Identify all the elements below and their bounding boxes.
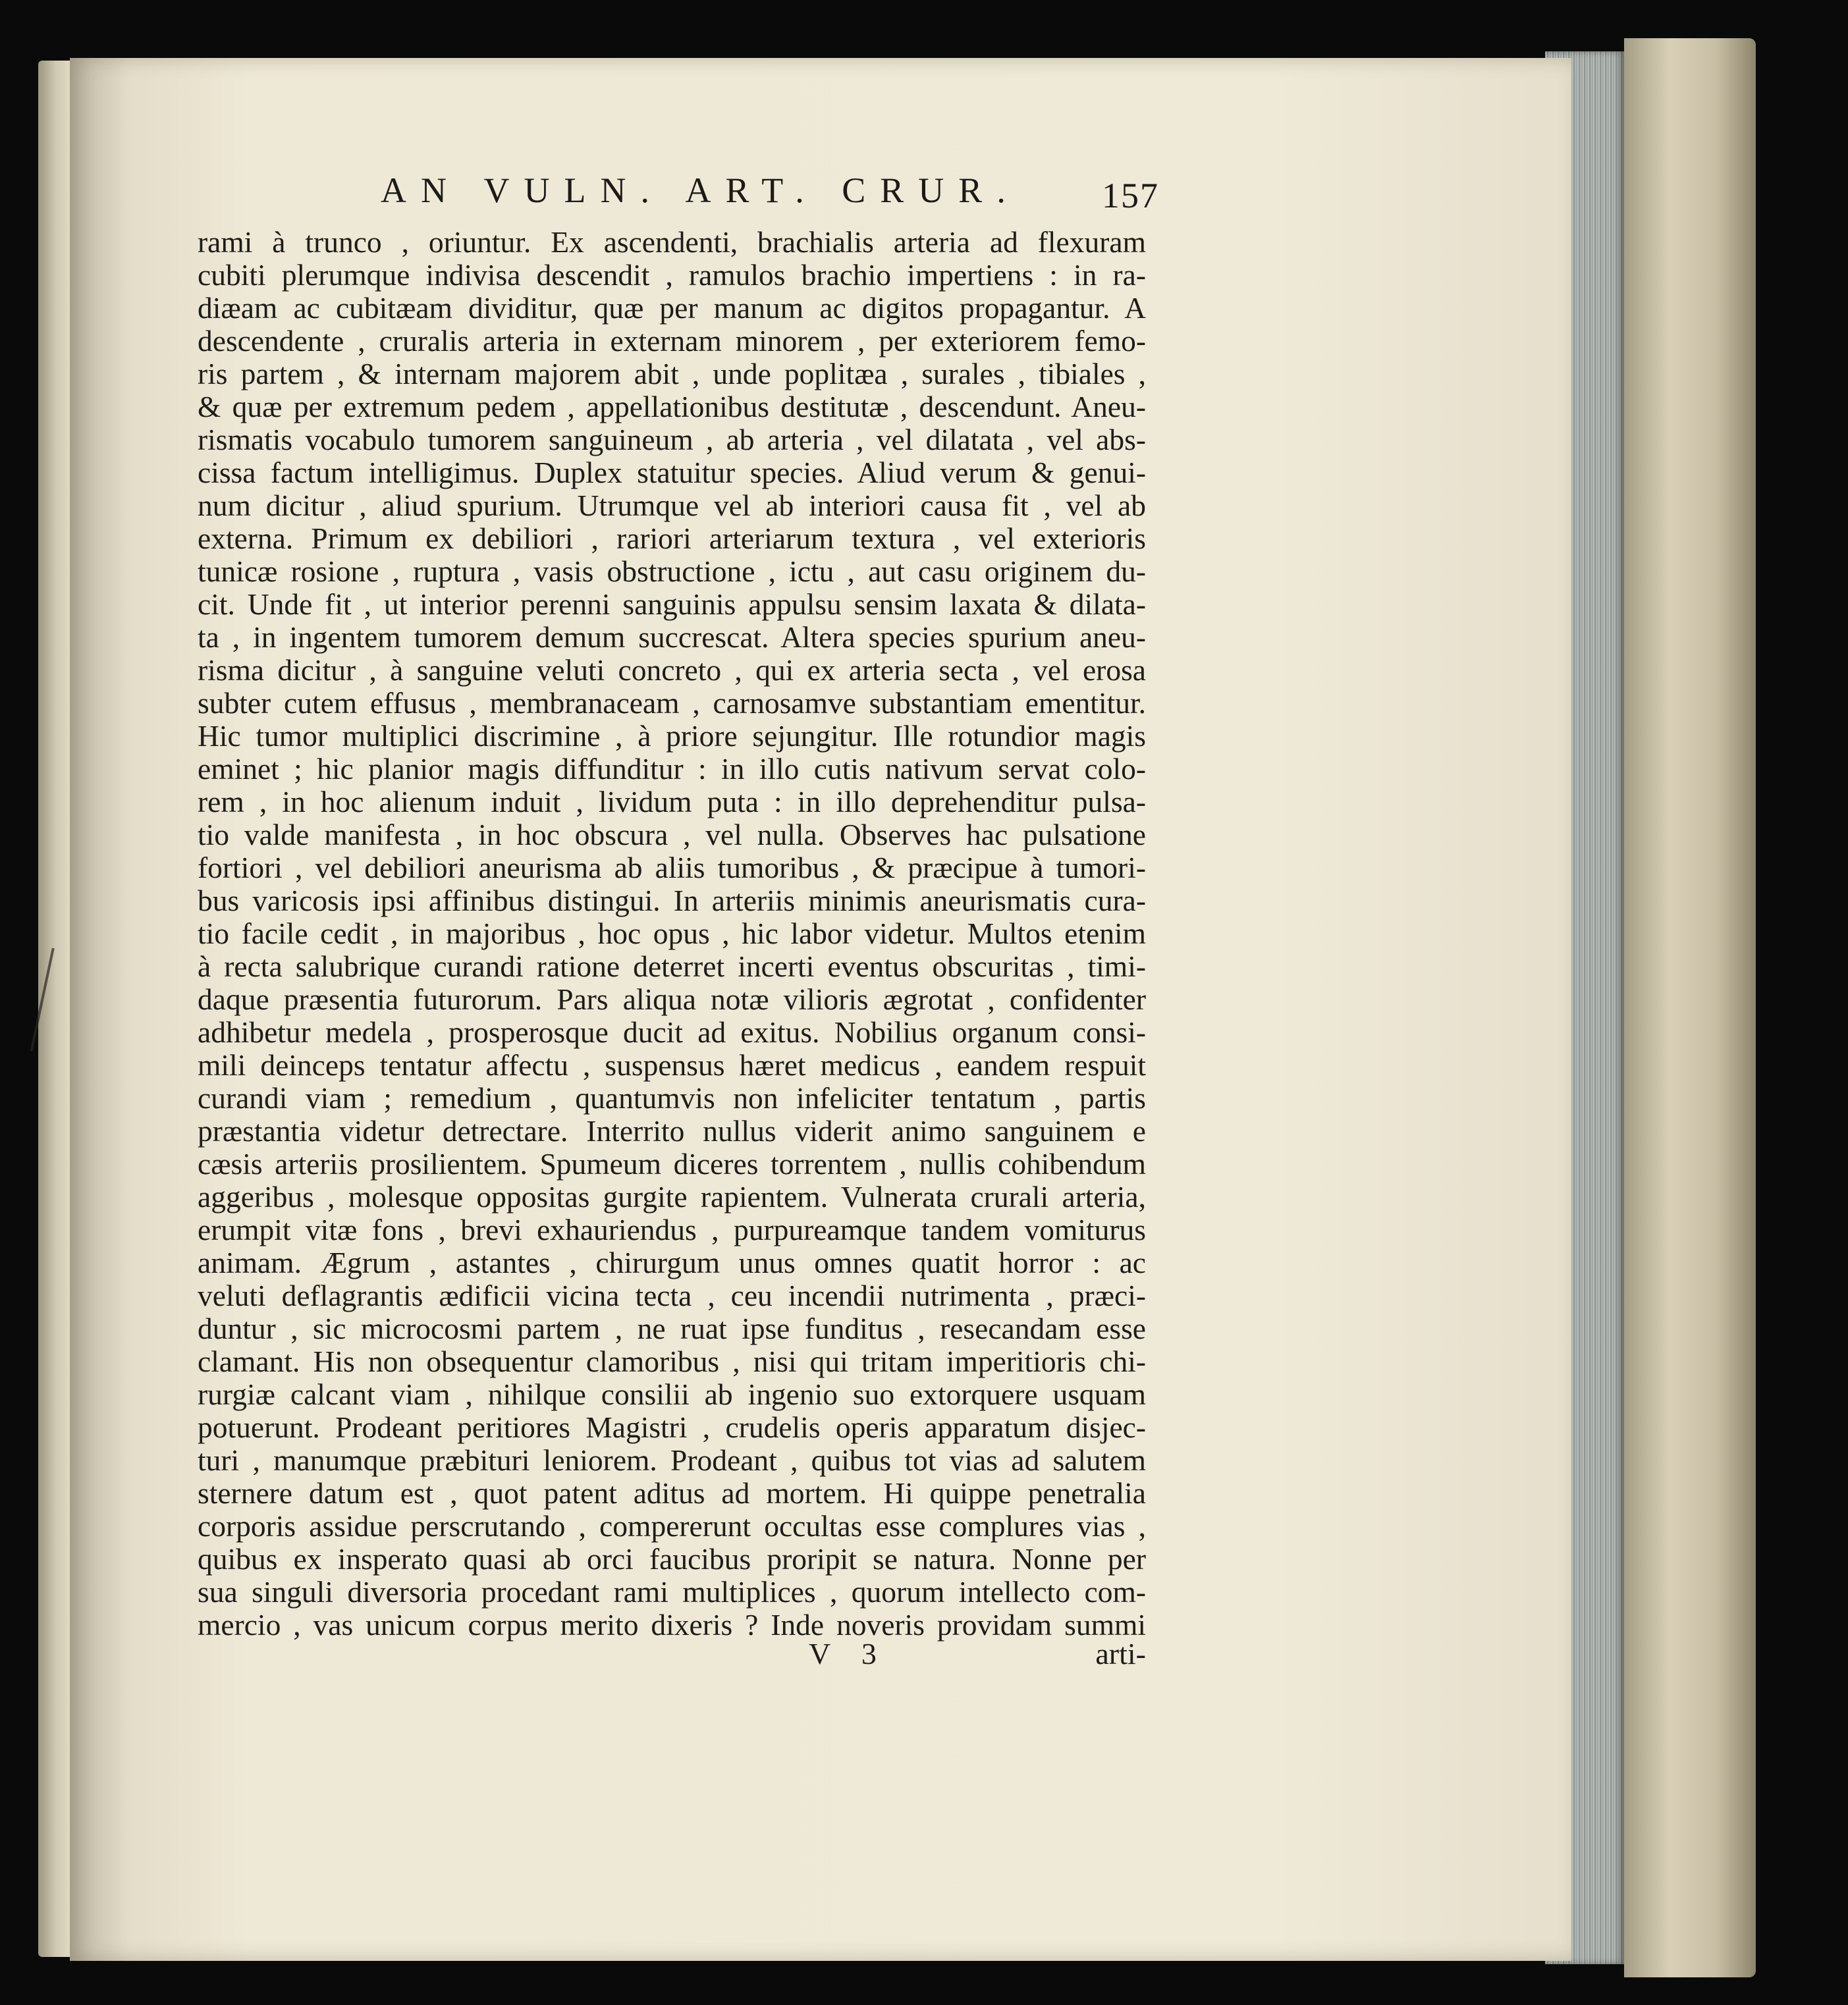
text-line: adhibetur medela , prosperosque ducit ad exitus. Nobilius organum consi- [198,1015,1146,1049]
book-cover-edge [1624,38,1756,1977]
text-line: ris partem , & internam majorem abit , unde poplitæa , surales , tibiales , [198,357,1146,390]
text-line: num dicitur , aliud spurium. Utrumque vel ab interiori causa fit , vel ab [198,489,1146,522]
text-line: Hic tumor multiplici discrimine , à priore sejungitur. Ille rotundior magis [198,719,1146,753]
text-line: tio valde manifesta , in hoc obscura , vel nulla. Observes hac pulsatione [198,818,1146,851]
text-line: cæsis arteriis prosilientem. Spumeum diceres torrentem , nullis cohibendum [198,1147,1146,1181]
text-line: præstantia videtur detrectare. Interrito nullus viderit animo sanguinem e [198,1114,1146,1148]
text-line: rem , in hoc alienum induit , lividum puta : in illo deprehenditur pulsa- [198,785,1146,818]
text-line: descendente , cruralis arteria in externam minorem , per exteriorem femo- [198,324,1146,358]
text-line: daque præsentia futurorum. Pars aliqua notæ vilioris ægrotat , confidenter [198,982,1146,1016]
text-line: mercio , vas unicum corpus merito dixeris ? Inde noveris providam summi [198,1608,1146,1642]
text-line: turi , manumque præbituri leniorem. Prodeant , quibus tot vias ad salutem [198,1443,1146,1477]
text-line: curandi viam ; remedium , quantumvis non infeliciter tentatum , partis [198,1081,1146,1115]
text-line: subter cutem effusus , membranaceam , carnosamve substantiam ementitur. [198,686,1146,720]
text-line: mili deinceps tentatur affectu , suspensus hæret medicus , eandem respuit [198,1048,1146,1082]
text-line: sternere datum est , quot patent aditus ad mortem. Hi quippe penetralia [198,1476,1146,1510]
text-line: cissa factum intelligimus. Duplex statuitur species. Aliud verum & genui- [198,456,1146,489]
text-line: animam. Ægrum , astantes , chirurgum unus omnes quatit horror : ac [198,1246,1146,1279]
text-line: bus varicosis ipsi affinibus distingui. In arteriis minimis aneurismatis cura- [198,884,1146,917]
text-line: tunicæ rosione , ruptura , vasis obstructione , ictu , aut casu originem du- [198,554,1146,588]
text-line: risma dicitur , à sanguine veluti concreto , qui ex arteria secta , vel erosa [198,653,1146,687]
page-footer [198,1636,1146,1676]
text-line: fortiori , vel debiliori aneurisma ab aliis tumoribus , & præcipue à tumori- [198,851,1146,884]
text-line: rismatis vocabulo tumorem sanguineum , ab arteria , vel dilatata , vel abs- [198,423,1146,456]
running-head: AN VULN. ART. CRUR. [381,171,1020,210]
text-line: rurgiæ calcant viam , nihilque consilii ab ingenio suo extorquere usquam [198,1377,1146,1411]
text-line: tio facile cedit , in majoribus , hoc opus , hic labor videtur. Multos etenim [198,917,1146,950]
text-line: externa. Primum ex debiliori , rariori arteriarum textura , vel exterioris [198,521,1146,555]
page-header [198,170,1159,223]
text-line: potuerunt. Prodeant peritiores Magistri , crudelis operis apparatum disjec- [198,1410,1146,1444]
text-line: veluti deflagrantis ædificii vicina tecta , ceu incendii nutrimenta , præci- [198,1279,1146,1312]
text-line: cit. Unde fit , ut interior perenni sanguinis appulsu sensim laxata & dilata- [198,587,1146,621]
text-line: diæam ac cubitæam dividitur, quæ per manum ac digitos propagantur. A [198,291,1146,325]
text-line: erumpit vitæ fons , brevi exhauriendus , purpureamque tandem vomiturus [198,1213,1146,1246]
text-line: ta , in ingentem tumorem demum succrescat. Altera species spurium aneu- [198,620,1146,654]
text-line: & quæ per extremum pedem , appellationibus destitutæ , descendunt. Aneu- [198,390,1146,423]
page-number: 157 [1102,176,1159,215]
text-line: cubiti plerumque indivisa descendit , ramulos brachio impertiens : in ra- [198,258,1146,292]
text-line: clamant. His non obsequentur clamoribus , nisi qui tritam imperitioris chi- [198,1345,1146,1378]
text-line: rami à trunco , oriuntur. Ex ascendenti, brachialis arteria ad flexuram [198,225,1146,259]
text-line: eminet ; hic planior magis diffunditur : in illo cutis nativum servat colo- [198,752,1146,786]
catchword: arti- [1095,1637,1146,1671]
text-line: corporis assidue perscrutando , compererunt occultas esse complures vias , [198,1509,1146,1543]
text-line: sua singuli diversoria procedant rami multiplices , quorum intellecto com- [198,1575,1146,1609]
text-line: duntur , sic microcosmi partem , ne ruat ipse funditus , resecandam esse [198,1312,1146,1345]
signature-mark: V 3 [809,1637,888,1671]
text-line: quibus ex insperato quasi ab orci faucibus proripit se natura. Nonne per [198,1542,1146,1576]
body-text [198,226,1146,1642]
text-line: à recta salubrique curandi ratione deterret incerti eventus obscuritas , timi- [198,949,1146,983]
text-line: aggeribus , molesque oppositas gurgite rapientem. Vulnerata crurali arteria, [198,1180,1146,1214]
